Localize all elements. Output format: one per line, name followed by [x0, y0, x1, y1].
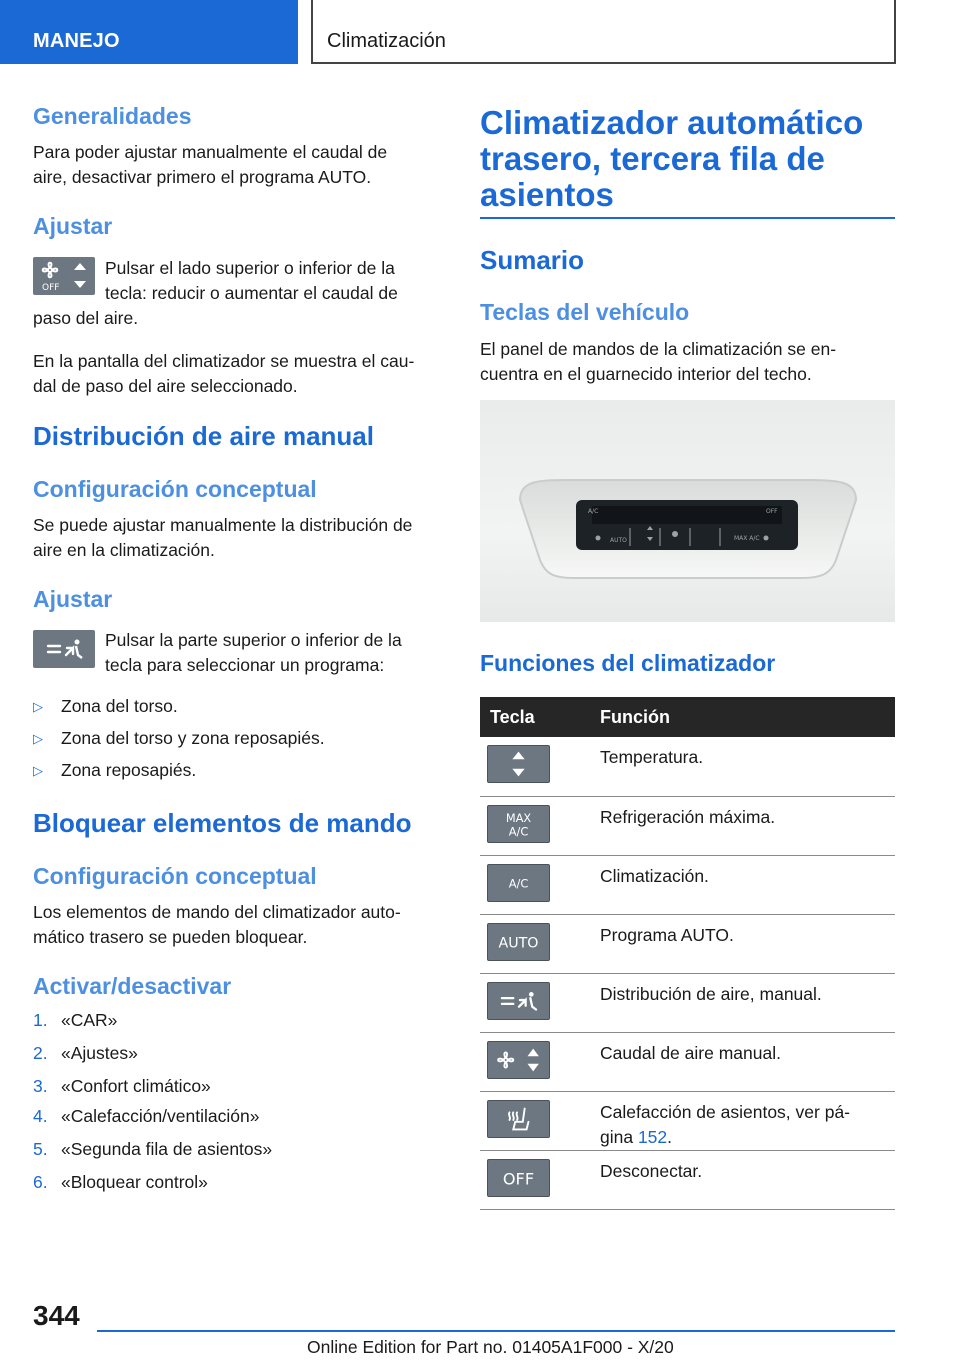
function-text: Calefacción de asientos, ver pá- gina 152. — [600, 1091, 895, 1150]
table-row — [480, 737, 895, 796]
triangle-bullet-icon: ▷ — [33, 763, 43, 778]
funciones-heading: Funciones del climatizador — [480, 650, 776, 676]
teclas-line2: cuentra en el guarnecido interior del techo. — [480, 364, 812, 384]
function-text: Temperatura. — [600, 737, 895, 796]
column-header-tecla: Tecla — [480, 697, 600, 737]
generalidades-line1: Para poder ajustar manualmente el caudal de — [33, 142, 388, 162]
function-text: Climatización. — [600, 855, 895, 914]
triangle-bullet-icon: ▷ — [33, 699, 43, 714]
activar-heading: Activar/desactivar — [33, 973, 232, 999]
photo-ac-label: A/C — [588, 508, 599, 515]
function-text: Caudal de aire manual. — [600, 1032, 895, 1091]
photo-max-label: MAX A/C — [734, 535, 760, 542]
footer-rule — [97, 1330, 895, 1332]
ac-icon — [487, 864, 550, 902]
main-title-line1: Climatizador automático — [480, 104, 864, 141]
max-ac-icon — [487, 805, 550, 843]
bloquear-line2: mático trasero se pueden bloquear. — [33, 927, 308, 947]
page-link[interactable]: 152 — [637, 1126, 668, 1147]
bloquear-concept-heading: Configuración conceptual — [33, 863, 317, 889]
bloquear-line1: Los elementos de mando del climatizador auto- — [33, 902, 401, 922]
distribucion-line2: aire en la climatización. — [33, 540, 215, 560]
title-rule — [480, 217, 895, 219]
fan-arrows-icon — [487, 1041, 550, 1079]
distribucion-concept-heading: Configuración conceptual — [33, 476, 317, 502]
auto-icon — [487, 923, 550, 961]
main-title-line3: asientos — [480, 176, 614, 213]
teclas-heading: Teclas del vehículo — [480, 299, 690, 325]
seat-heating-icon — [487, 1100, 550, 1138]
table-row — [480, 973, 895, 1032]
arrows-up-down-icon — [487, 745, 550, 783]
photo-off-label: OFF — [766, 508, 778, 515]
table-row — [480, 1032, 895, 1091]
ajustar1-line3: paso del aire. — [33, 308, 139, 328]
triangle-bullet-icon: ▷ — [33, 731, 43, 746]
table-row — [480, 1091, 895, 1150]
function-text: Desconectar. — [600, 1150, 895, 1209]
main-title-line2: trasero, tercera fila de — [480, 140, 825, 177]
ajustar2-line1: Pulsar la parte superior o inferior de la — [105, 630, 402, 650]
ajustar1-line1: Pulsar el lado superior o inferior de la — [105, 258, 395, 278]
chapter-title: Climatización — [327, 30, 446, 52]
ajustar2-line2: tecla para seleccionar un programa: — [105, 655, 385, 675]
air-distribution-key-icon — [33, 630, 95, 668]
bloquear-heading: Bloquear elementos de mando — [33, 808, 412, 838]
function-text: Programa AUTO. — [600, 914, 895, 973]
function-text: Distribución de aire, manual. — [600, 973, 895, 1032]
teclas-line1: El panel de mandos de la climatización se en- — [480, 339, 837, 359]
fan-off-key-icon — [33, 257, 95, 295]
table-row — [480, 914, 895, 973]
table-row — [480, 855, 895, 914]
page-number: 344 — [33, 1300, 80, 1331]
svg-text:OFF: OFF — [502, 1169, 535, 1189]
svg-text:MAX: MAX — [505, 810, 532, 825]
function-text: Refrigeración máxima. — [600, 796, 895, 855]
ajustar1-para2: dal de paso del aire seleccionado. — [33, 376, 298, 396]
sumario-heading: Sumario — [480, 245, 585, 275]
chapter-tab — [311, 0, 896, 64]
control-panel-photo — [480, 400, 895, 622]
ajustar-heading-2: Ajustar — [33, 586, 113, 612]
off-icon — [487, 1159, 550, 1197]
table-row — [480, 796, 895, 855]
air-distribution-icon — [487, 982, 550, 1020]
distribucion-heading: Distribución de aire manual — [33, 421, 374, 451]
ajustar-heading-1: Ajustar — [33, 213, 113, 239]
svg-text:A/C: A/C — [508, 823, 529, 838]
generalidades-line2: aire, desactivar primero el programa AUTO. — [33, 167, 372, 187]
section-tab — [0, 0, 298, 64]
distribucion-line1: Se puede ajustar manualmente la distribución de — [33, 515, 413, 535]
photo-auto-label: AUTO — [610, 537, 627, 544]
table-row — [480, 1150, 895, 1209]
svg-text:AUTO: AUTO — [498, 935, 539, 952]
section-title: MANEJO — [33, 30, 120, 52]
edition-text: Online Edition for Part no. 01405A1F000 - X/20 — [307, 1337, 674, 1357]
generalidades-heading: Generalidades — [33, 103, 192, 129]
svg-text:OFF: OFF — [42, 283, 60, 293]
svg-text:A/C: A/C — [508, 876, 529, 891]
ajustar1-line2: tecla: reducir o aumentar el caudal de — [105, 283, 398, 303]
ajustar1-para1: En la pantalla del climatizador se muestra el cau- — [33, 351, 415, 371]
column-header-funcion: Función — [600, 697, 895, 737]
functions-table — [480, 697, 895, 1210]
